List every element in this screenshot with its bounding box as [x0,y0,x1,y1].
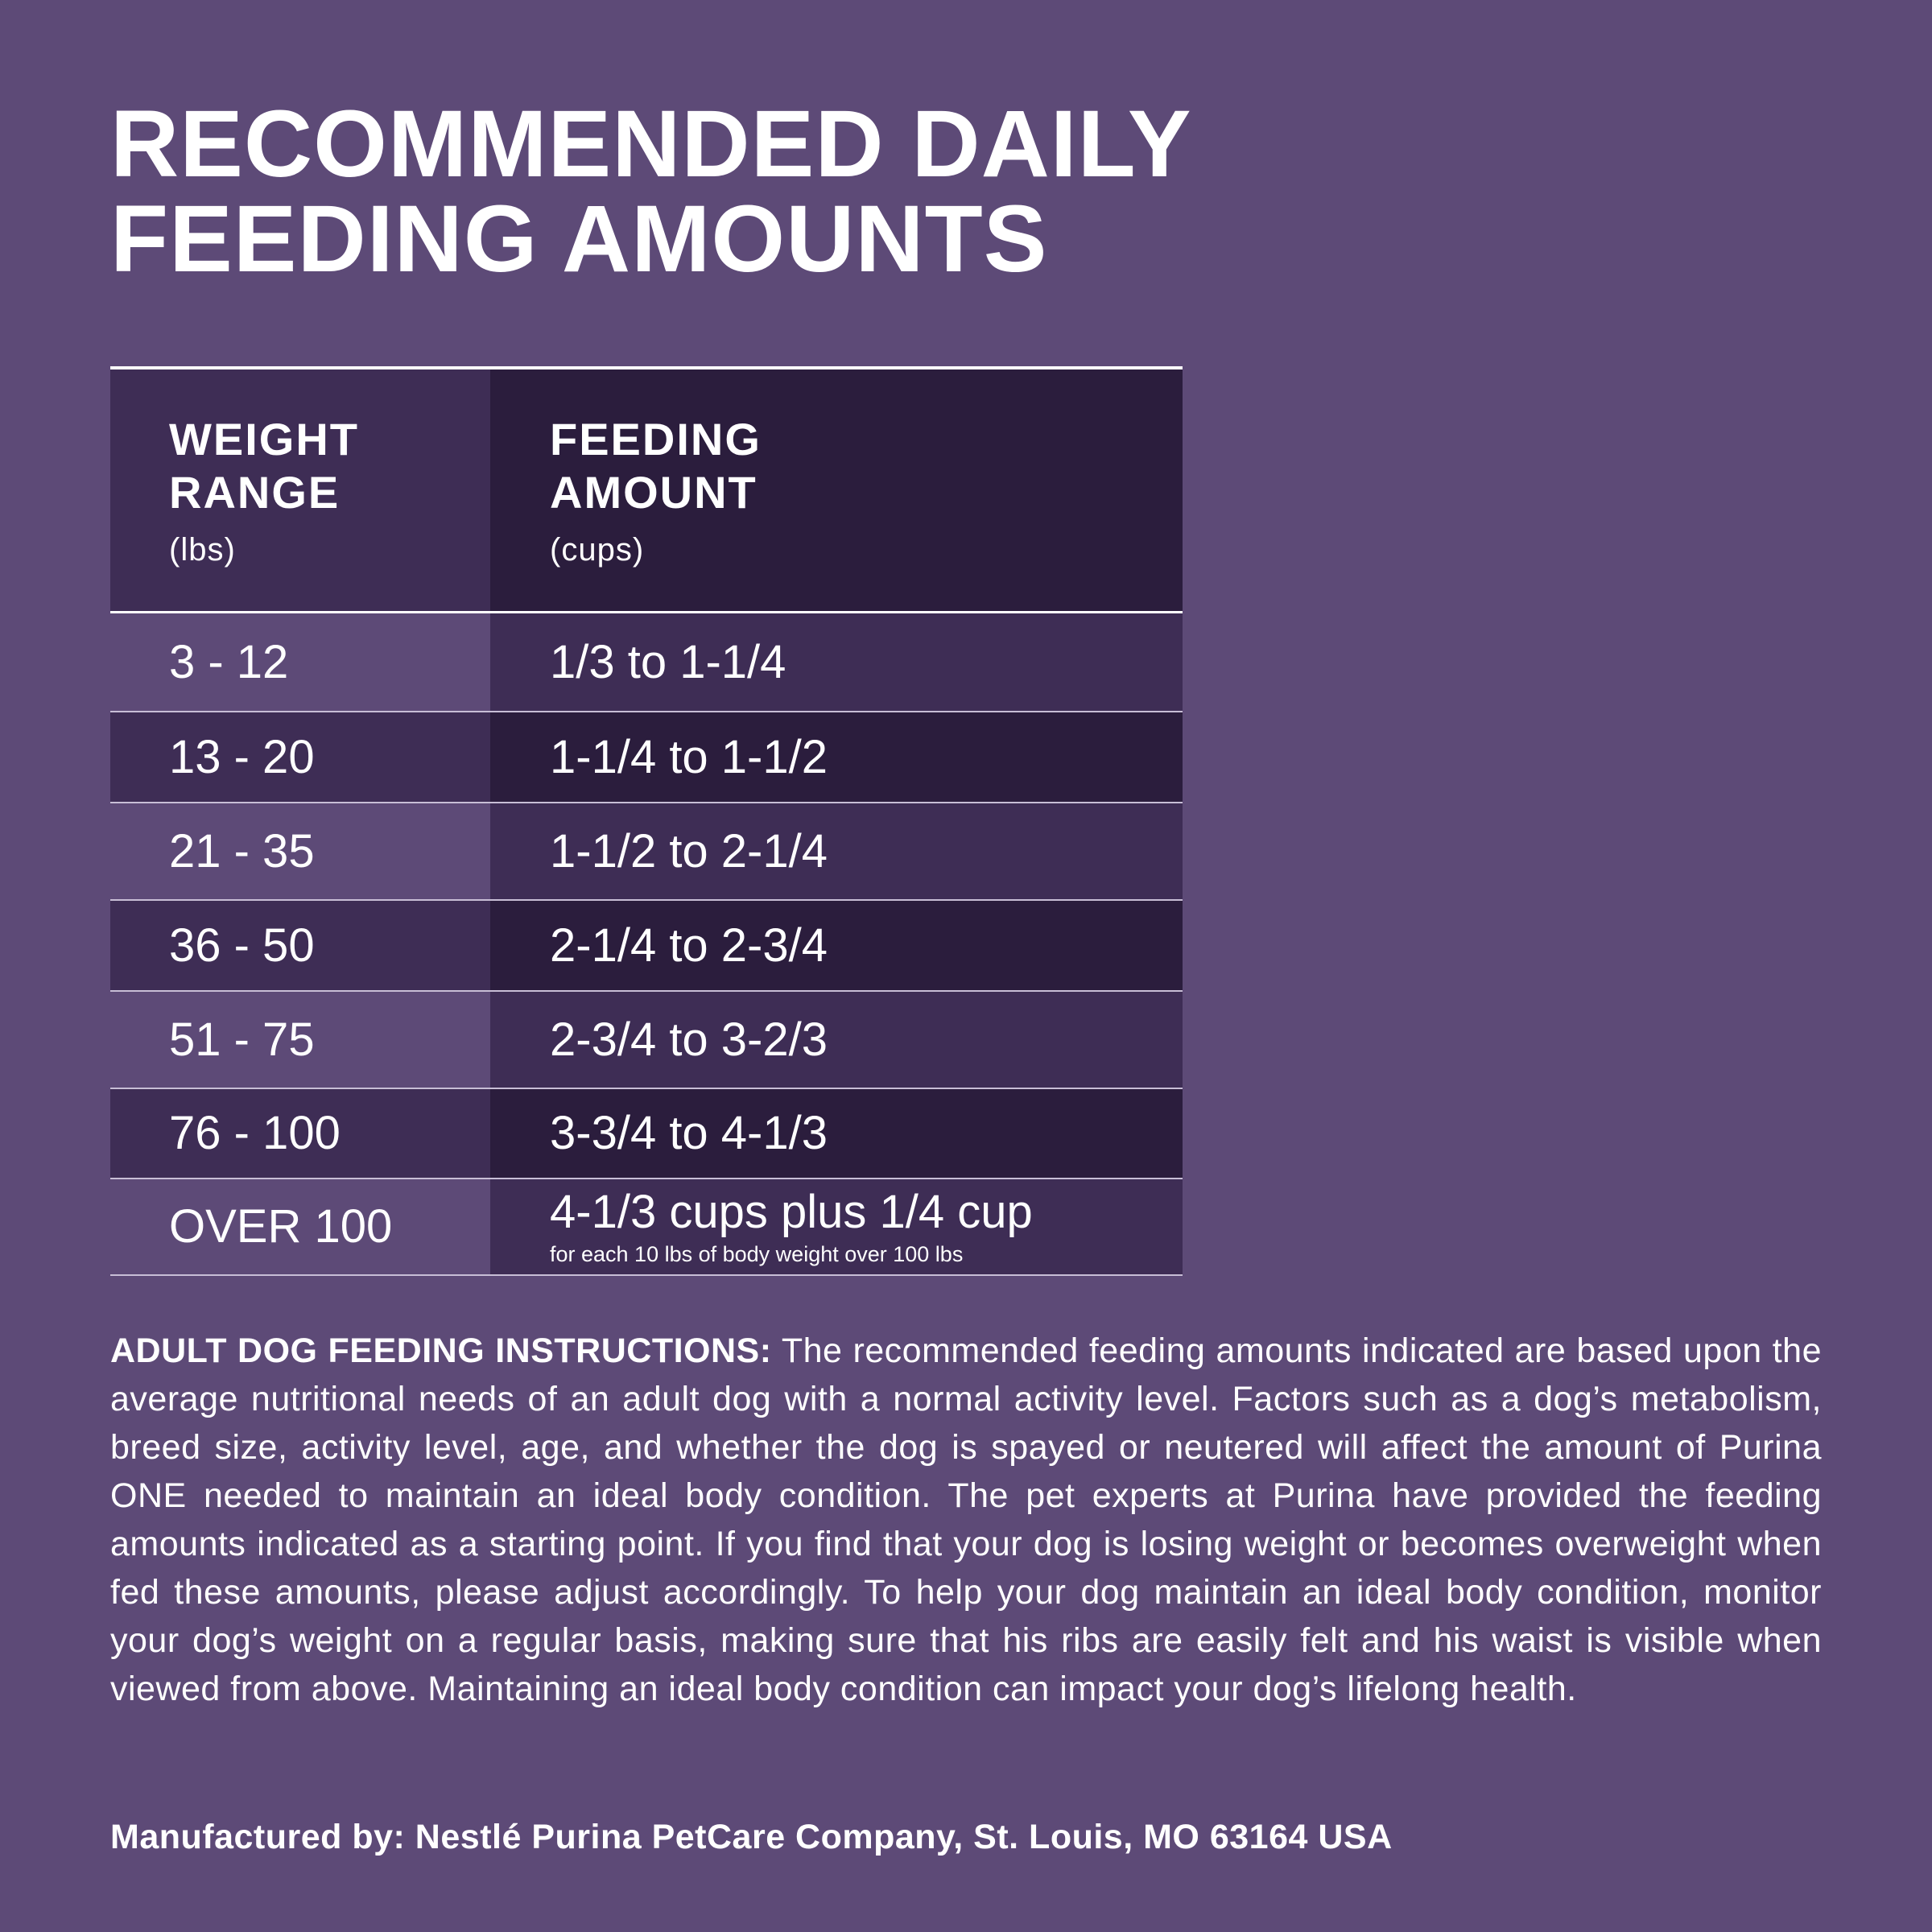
table-row [110,992,1183,1089]
amount-cell [490,1179,1183,1274]
header-weight-unit: (lbs) [169,532,236,568]
amount-cell: 2-1/4 to 2-3/4 [490,901,1183,990]
amount-cell: 1-1/2 to 2-1/4 [490,803,1183,899]
feeding-table [110,366,1183,1276]
header-weight-range [110,369,490,611]
table-header [110,369,1183,613]
manufacturer-line: Manufactured by: Nestlé Purina PetCare Company, St. Louis, MO 63164 USA [110,1818,1393,1856]
amount-text: 4-1/3 cups plus 1/4 cup [550,1186,1033,1238]
table-row [110,712,1183,803]
instructions-body: The recommended feeding amounts indicated are based upon the average nutritional needs of an adult dog with a normal activity level. Factors such as a dog’s metabolism, breed size, activity level, age, and whether the dog is spayed or neutered will affect the amount of Purina ONE needed to maintain an ideal body condition. The pet experts at Purina have provided the feeding amounts indicated as a starting point. If you find that your dog is losing weight or becomes overweight when fed these amounts, please adjust accordingly. To help your dog maintain an ideal body condition, monitor your dog’s weight on a regular basis, making sure that his ribs are easily felt and his waist is visible when viewed from above. Maintaining an ideal body condition can impact your dog’s lifelong health. [110,1331,1822,1708]
title-line-1: RECOMMENDED DAILY [110,91,1192,197]
header-feeding-amount [490,369,1183,611]
table-row [110,1089,1183,1179]
weight-cell: 51 - 75 [110,992,490,1088]
header-amount-label-1: FEEDING [550,414,762,464]
title-line-2: FEEDING AMOUNTS [110,186,1048,292]
table-row [110,803,1183,901]
amount-cell: 1-1/4 to 1-1/2 [490,712,1183,802]
header-amount-unit: (cups) [550,532,645,568]
table-row [110,901,1183,992]
amount-cell: 3-3/4 to 4-1/3 [490,1089,1183,1178]
page-title [110,91,1192,292]
weight-cell: 36 - 50 [110,901,490,990]
header-weight-label-1: WEIGHT [169,414,359,464]
table-row [110,1179,1183,1276]
weight-cell: 13 - 20 [110,712,490,802]
table-row [110,613,1183,712]
instructions-heading: ADULT DOG FEEDING INSTRUCTIONS: [110,1331,772,1370]
weight-cell: 21 - 35 [110,803,490,899]
amount-footnote: for each 10 lbs of body weight over 100 lbs [550,1242,964,1266]
header-amount-label-2: AMOUNT [550,467,758,518]
feeding-instructions [110,1327,1822,1713]
weight-cell: OVER 100 [110,1179,490,1274]
weight-cell: 76 - 100 [110,1089,490,1178]
weight-cell: 3 - 12 [110,613,490,711]
amount-cell: 2-3/4 to 3-2/3 [490,992,1183,1088]
header-weight-label-2: RANGE [169,467,341,518]
amount-cell: 1/3 to 1-1/4 [490,613,1183,711]
